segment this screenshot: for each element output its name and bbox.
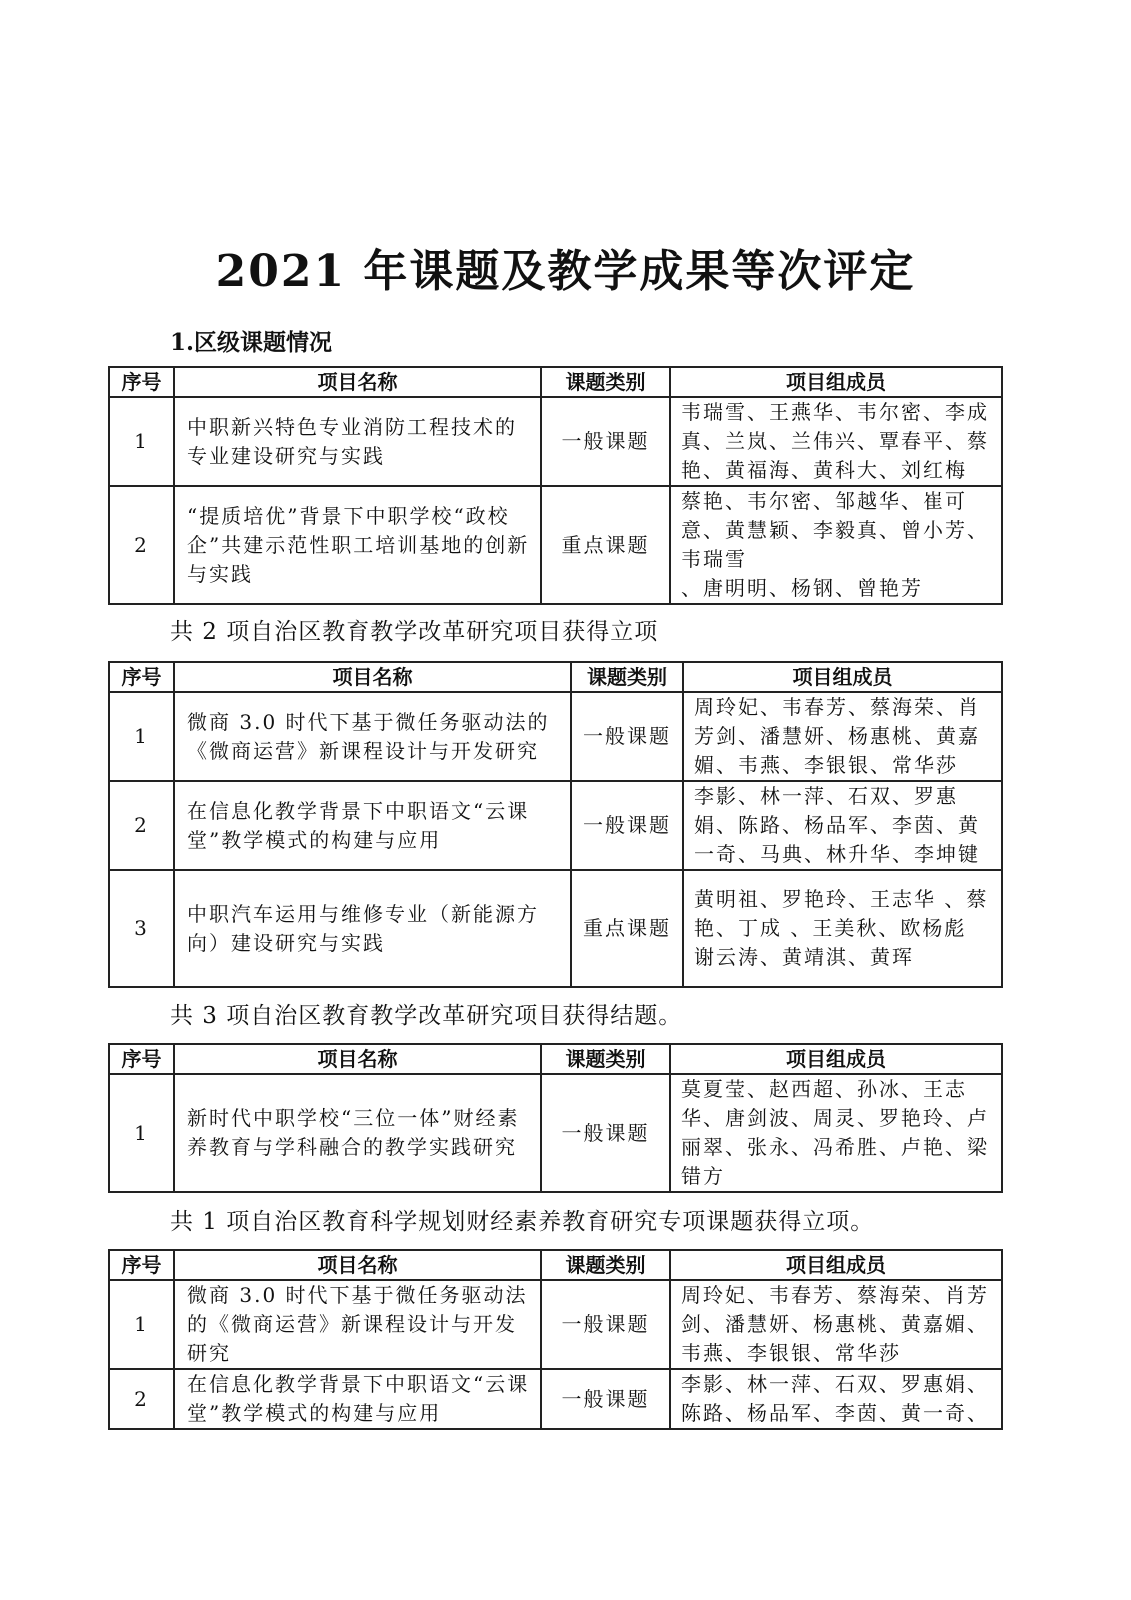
page-title: 2021 年课题及教学成果等次评定 [215, 246, 916, 297]
row-members: 蔡艳、韦尔密、邹越华、崔可意、黄慧颖、李毅真、曾小芳、韦瑞雪 、唐明明、杨钢、曾艳芳 [670, 486, 1002, 604]
row-members: 周玲妃、韦春芳、蔡海荣、肖芳剑、潘慧妍、杨惠桃、黄嘉媚、韦燕、李银银、常华莎 [670, 1280, 1002, 1369]
row-project-name: 微商 3.0 时代下基于微任务驱动法的《微商运营》新课程设计与开发研究 [174, 1280, 541, 1369]
table-row [109, 1369, 1002, 1429]
row-category: 一般课题 [571, 781, 683, 870]
section-heading: 1.区级课题情况 [170, 329, 333, 356]
table-row [109, 397, 1002, 486]
row-members: 李影、林一萍、石双、罗惠娟、陈路、杨品军、李茵、黄一奇、 [670, 1369, 1002, 1429]
table-header-row [109, 662, 1002, 692]
header-name: 项目名称 [174, 1044, 541, 1074]
header-name: 项目名称 [174, 1250, 541, 1280]
table-row [109, 781, 1002, 870]
header-no: 序号 [109, 367, 174, 397]
table-row [109, 1280, 1002, 1369]
row-members: 周玲妃、韦春芳、蔡海荣、肖芳剑、潘慧妍、杨惠桃、黄嘉媚、韦燕、李银银、常华莎 [683, 692, 1002, 781]
row-category: 一般课题 [541, 1369, 670, 1429]
row-project-name: 中职新兴特色专业消防工程技术的专业建设研究与实践 [174, 397, 541, 486]
row-no: 1 [109, 1074, 174, 1192]
row-project-name: 微商 3.0 时代下基于微任务驱动法的《微商运营》新课程设计与开发研究 [174, 692, 571, 781]
header-name: 项目名称 [174, 367, 541, 397]
row-project-name: 在信息化教学背景下中职语文“云课堂”教学模式的构建与应用 [174, 781, 571, 870]
row-no: 3 [109, 870, 174, 987]
header-no: 序号 [109, 1044, 174, 1074]
row-category: 一般课题 [571, 692, 683, 781]
row-project-name: 新时代中职学校“三位一体”财经素养教育与学科融合的教学实践研究 [174, 1074, 541, 1192]
row-no: 2 [109, 486, 174, 604]
table-header-row [109, 367, 1002, 397]
header-members: 项目组成员 [670, 1250, 1002, 1280]
header-category: 课题类别 [541, 1250, 670, 1280]
project-table [108, 661, 1003, 988]
row-category: 一般课题 [541, 1074, 670, 1192]
row-project-name: 中职汽车运用与维修专业（新能源方向）建设研究与实践 [174, 870, 571, 987]
table-header-row [109, 1044, 1002, 1074]
project-table [108, 1249, 1003, 1430]
row-members: 李影、林一萍、石双、罗惠娟、陈路、杨品军、李茵、黄一奇、马典、林升华、李坤键 [683, 781, 1002, 870]
row-no: 1 [109, 1280, 174, 1369]
row-category: 重点课题 [541, 486, 670, 604]
table-row [109, 486, 1002, 604]
row-project-name: “提质培优”背景下中职学校“政校企”共建示范性职工培训基地的创新与实践 [174, 486, 541, 604]
row-category: 一般课题 [541, 1280, 670, 1369]
header-category: 课题类别 [541, 1044, 670, 1074]
header-members: 项目组成员 [670, 1044, 1002, 1074]
table-row [109, 1074, 1002, 1192]
header-members: 项目组成员 [670, 367, 1002, 397]
header-members: 项目组成员 [683, 662, 1002, 692]
row-category: 重点课题 [571, 870, 683, 987]
row-category: 一般课题 [541, 397, 670, 486]
header-category: 课题类别 [541, 367, 670, 397]
table-header-row [109, 1250, 1002, 1280]
row-project-name: 在信息化教学背景下中职语文“云课堂”教学模式的构建与应用 [174, 1369, 541, 1429]
row-no: 2 [109, 781, 174, 870]
project-table [108, 1043, 1003, 1193]
row-members: 黄明祖、罗艳玲、王志华 、蔡 艳、丁成 、王美秋、欧杨彪 谢云涛、黄靖淇、黄珲 [683, 870, 1002, 987]
row-members: 韦瑞雪、王燕华、韦尔密、李成真、兰岚、兰伟兴、覃春平、蔡艳、黄福海、黄科大、刘红梅 [670, 397, 1002, 486]
table-row [109, 692, 1002, 781]
row-members: 莫夏莹、赵西超、孙冰、王志华、唐剑波、周灵、罗艳玲、卢丽翠、张永、冯希胜、卢艳、梁错方 [670, 1074, 1002, 1192]
header-name: 项目名称 [174, 662, 571, 692]
table-row [109, 870, 1002, 987]
header-no: 序号 [109, 1250, 174, 1280]
caption: 共 3 项自治区教育教学改革研究项目获得结题。 [170, 1003, 683, 1029]
header-category: 课题类别 [571, 662, 683, 692]
row-no: 1 [109, 397, 174, 486]
row-no: 2 [109, 1369, 174, 1429]
caption: 共 1 项自治区教育科学规划财经素养教育研究专项课题获得立项。 [170, 1209, 875, 1235]
row-no: 1 [109, 692, 174, 781]
project-table [108, 366, 1003, 605]
caption: 共 2 项自治区教育教学改革研究项目获得立项 [170, 619, 659, 645]
header-no: 序号 [109, 662, 174, 692]
